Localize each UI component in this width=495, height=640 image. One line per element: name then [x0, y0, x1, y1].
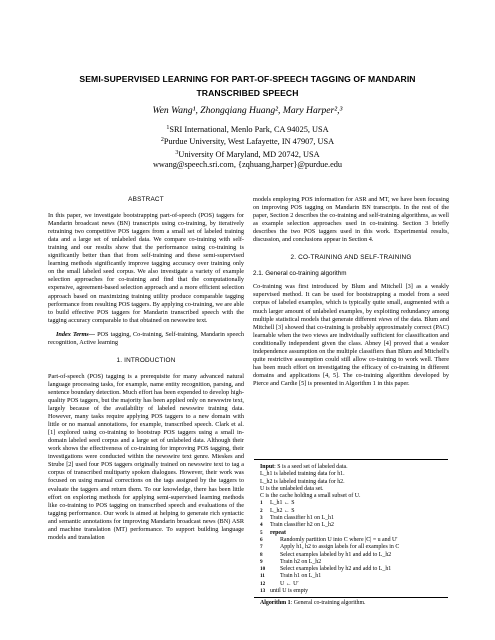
algorithm-steps: [260, 500, 444, 595]
algorithm-box: [254, 459, 448, 608]
algorithm-step: [260, 566, 444, 573]
algorithm-step-text: until U is empty: [270, 588, 309, 595]
algorithm-input-line: U is the unlabeled data set.: [260, 485, 324, 492]
algorithm-step-text: Apply h1, h2 to assign labels for all examples in C: [280, 544, 400, 551]
algorithm-step-number: 7: [260, 544, 263, 551]
algorithm-body: [254, 460, 448, 597]
algorithm-step-number: 3: [260, 515, 263, 522]
algorithm-step: [260, 500, 444, 507]
algorithm-step-text: Train classifier h2 on L_h2: [270, 522, 334, 529]
algorithm-step-text: U ← U′: [280, 580, 299, 587]
algorithm-step: [260, 522, 444, 529]
affiliations: [40, 123, 455, 171]
algorithm-input-line: C is the cache holding a small subset of U.: [260, 493, 361, 500]
title-line-2: TRANSCRIBED SPEECH: [196, 88, 299, 98]
affiliation-1: $^1$SRI International, Menlo Park, CA 94025, USA: [166, 125, 329, 134]
algorithm-input-line: L_h2 is labeled training data for h2.: [260, 478, 345, 485]
right-column: [253, 196, 449, 388]
algorithm-step-number: 10: [260, 566, 266, 573]
cotraining-text: Co-training was first introduced by Blum and Mitchell [3] as a weakly supervised method. It can be used for bootstrapping a model from a seed corpus of labeled examples, which is typically quite small, augmented with a much larger amount of unlabeled examples, by exploiting redundancy among multiple statistical models that generate different views of the data. Blum and Mitchell [3] showed that co-training is probably approximately correct (PAC) learnable when the two views are individually sufficient for classification and conditionally independent given the class. Abney [4] proved that a weaker independence assumption on the multiple classifiers than Blum and Mitchell's quite restrictive assumption could still allow co-training to work well. There has been much effort on investigating the efficacy of co-training in different domains and applications [4, 5]. The co-training algorithm developed by Pierce and Cardie [5] is presented in Algorithm 1 in this paper.: [253, 283, 449, 387]
abstract-heading: ABSTRACT: [128, 196, 164, 203]
intro-continued-text: models employing POS information for ASR and MT, we have been focusing on improving POS tagging on Mandarin BN transcripts. In the rest of the paper, Section 2 describes the co-training and self-training algorithms, as well as example selection approaches used in co-training. Section 3 briefly describes the two POS taggers used in this work. Experimental results, discussion, and conclusions appear in Section 4.: [253, 196, 449, 244]
algorithm-step-text: repeat: [270, 529, 286, 536]
title-line-1: SEMI-SUPERVISED LEARNING FOR PART-OF-SPEECH TAGGING OF MANDARIN: [79, 74, 416, 84]
algorithm-step-text: Select examples labeled by h2 and add to L_h1: [280, 566, 392, 573]
algorithm-step-text: Randomly partition U into C where |C| = u and U′: [280, 536, 398, 543]
algorithm-step-number: 1: [260, 500, 263, 507]
paper-title: [40, 72, 455, 100]
author-list: Wen Wang¹, Zhongqiang Huang², Mary Harper²,³: [152, 105, 343, 116]
algorithm-step-number: 8: [260, 551, 263, 558]
algorithm-input-line: Input: S is a seed set of labeled data.: [260, 464, 348, 470]
algorithm-step-number: 4: [260, 522, 263, 529]
algorithm-step: [260, 508, 444, 515]
algorithm-caption: Algorithm 1: General co-training algorithm.: [260, 600, 366, 607]
index-terms: Index Terms— POS tagging, Co-training, Self-training, Mandarin speech recognition, Active learning: [48, 330, 244, 346]
intro-text: Part-of-speech (POS) tagging is a prerequisite for many advanced natural language processing tasks, for example, name entity recognition, parsing, and sentence boundary detection. Much effort has been expended to develop high-quality POS taggers, but the majority has been applied only on newswire text, largely because of the availability of labeled newswire training data. However, many tasks require applying POS taggers to a new domain with little or no manual annotations, for example, transcribed speech. Clark et al. [1] explored using co-training to bootstrap POS taggers using a small in-domain labeled seed corpus and a large set of unlabeled data. Although their work shows the effectiveness of co-training for improving POS tagging, their investigations were conducted within the newswire text genre. Mieskes and Strube [2] used four POS taggers originally trained on newswire text to tag a corpus of transcribed multiparty spoken dialogues. However, their work was focused on using manual corrections on the tags assigned by the taggers to evaluate the taggers and return them. To our knowledge, there has been little effort on exploring methods for applying semi-supervised learning methods like co-training to POS tagging on transcribed speech and evaluations of the tagging performance. Our work is aimed at helping to generate rich syntactic and semantic annotations for improving Mandarin broadcast news (BN) ASR and machine translation (MT) performance. To support building language models and translation: [48, 372, 244, 541]
algorithm-step-number: 12: [260, 580, 266, 587]
algorithm-step: [260, 588, 444, 595]
intro-heading: 1. INTRODUCTION: [116, 356, 176, 364]
algorithm-step: [260, 581, 444, 588]
algorithm-step-text: L_h1 ← S: [270, 500, 295, 507]
algorithm-step-text: Train h2 on L_h2: [280, 558, 322, 565]
section2-1-heading: 2.1. General co-training algorithm: [253, 270, 347, 278]
algorithm-step: [260, 559, 444, 566]
algorithm-step-number: 13: [260, 588, 266, 595]
algorithm-step-text: Train h1 on L_h1: [280, 573, 322, 580]
section2-heading: 2. CO-TRAINING AND SELF-TRAINING: [290, 254, 412, 262]
algorithm-step-number: 6: [260, 536, 263, 543]
algorithm-step-number: 5: [260, 529, 263, 536]
algorithm-step-number: 11: [260, 573, 265, 580]
algorithm-step-text: Select examples labeled by h1 and add to L_h2: [280, 551, 392, 558]
left-column: [48, 196, 244, 542]
author-emails: wwang@speech.sri.com, {zqhuang,harper}@purdue.edu: [152, 160, 343, 170]
algorithm-step-number: 2: [260, 507, 263, 514]
algorithm-input-line: L_h1 is labeled training data for h1.: [260, 471, 345, 478]
algorithm-step: [260, 552, 444, 559]
algorithm-step-number: 9: [260, 558, 263, 565]
affiliation-2: $^2$Purdue University, West Lafayette, IN 47907, USA: [160, 137, 335, 147]
algorithm-step: [260, 544, 444, 551]
abstract-text: In this paper, we investigate bootstrapping part-of-speech (POS) taggers for Mandarin broadcast news (BN) transcripts using co-training, by iteratively retraining two competitive POS taggers from a small set of labeled training data and a large set of unlabeled data. We compare co-training with self-training and our results show that the performance using co-training is significantly better than that from self-training and these semi-supervised learning methods significantly improve tagging accuracy over training only on the small labeled seed corpus. We also investigate a variety of example selection approaches for co-training and find that the computationally expensive, agreement-based selection approach and a more efficient selection approach based on maximizing training utility produce comparable tagging performance from resulting POS taggers. By applying co-training, we are able to build effective POS taggers for Mandarin transcribed speech with the tagging accuracy comparable to that obtained on newswire text.: [48, 212, 244, 324]
algorithm-step-text: L_h2 ← S: [270, 507, 295, 514]
algorithm-step: [260, 530, 444, 537]
affiliation-3: $^3$University Of Maryland, MD 20742, USA: [175, 149, 320, 159]
algorithm-step-text: Train classifier h1 on L_h1: [270, 515, 334, 522]
algorithm-step: [260, 573, 444, 580]
